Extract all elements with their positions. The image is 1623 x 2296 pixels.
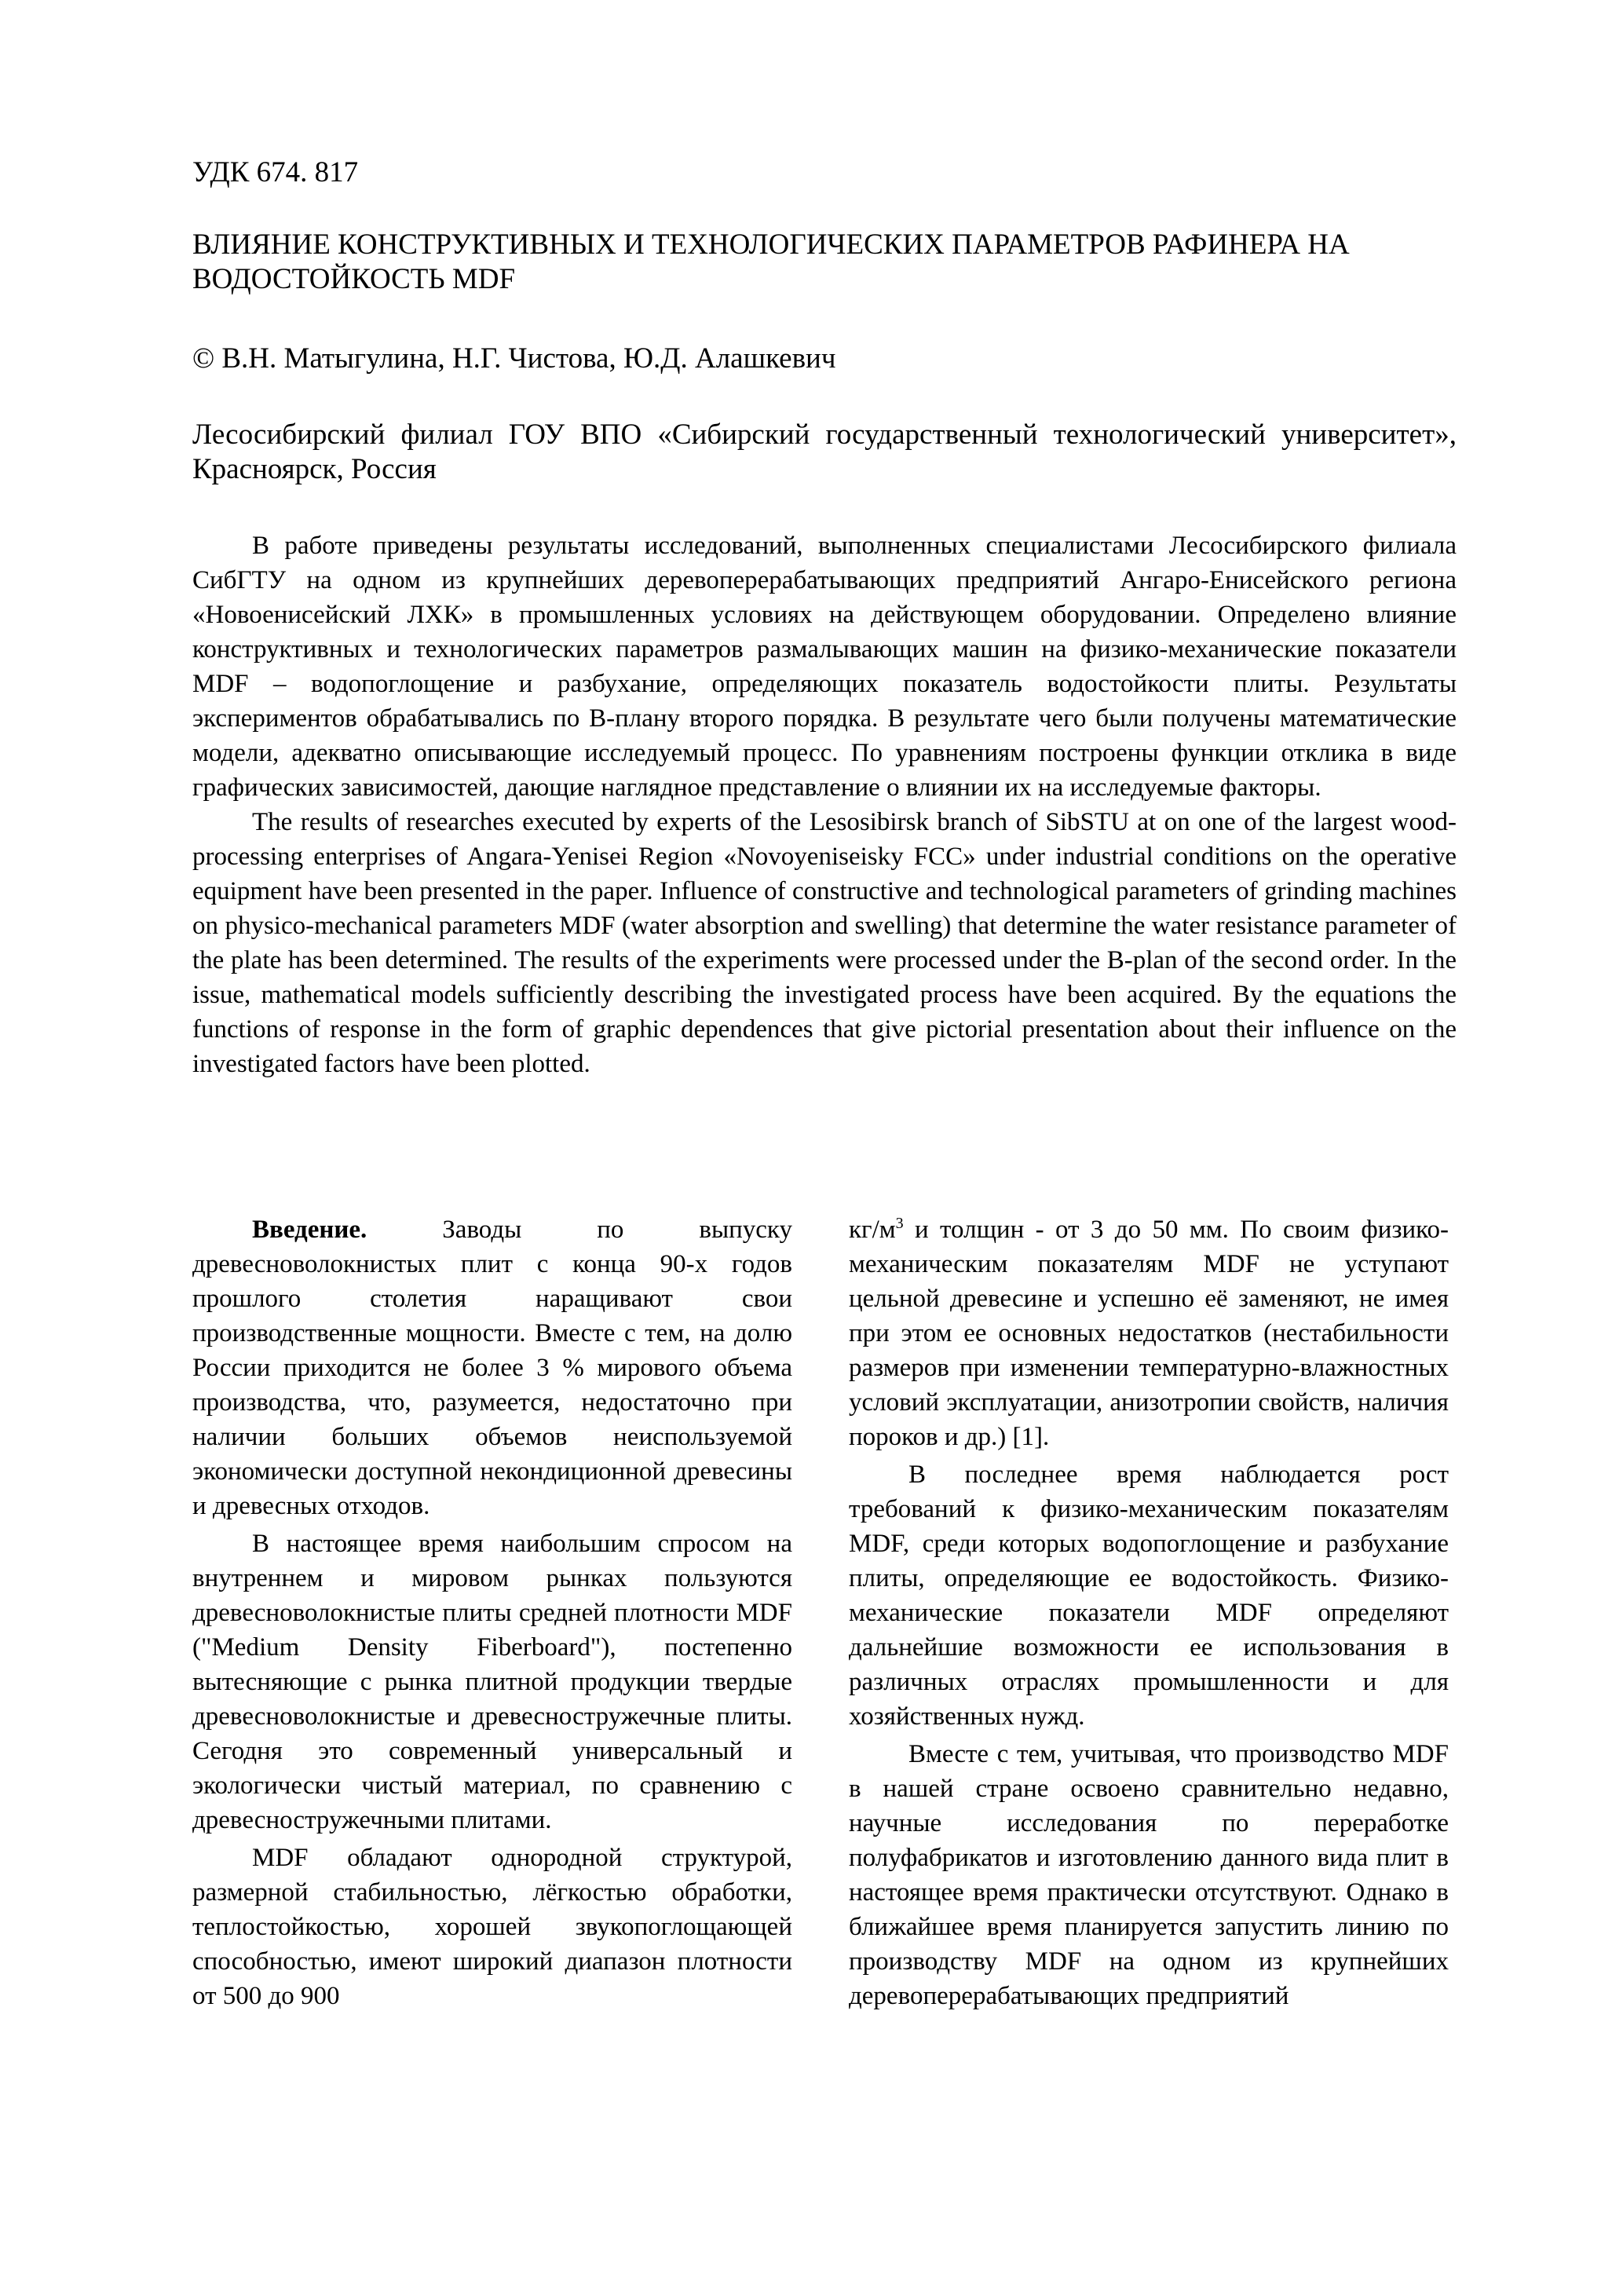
intro-paragraph (192, 1212, 792, 1523)
abstract-english: The results of researches executed by experts of the Lesosibirsk branch of SibSTU at on one of the largest wood-processing enterprises of Angara-Yenisei Region «Novoyeniseisky FCC» under industrial conditions on the operative equipment have been presented in the paper. Influence of constructive and technological parameters of grinding machines on physico-mechanical parameters MDF (water absorption and swelling) that determine the water resistance parameter of the plate has been determined. The results of the experiments were processed under the B-plan of the second order. In the issue, mathematical models sufficiently describing the investigated process have been acquired. By the equations the functions of response in the form of graphic dependences that give pictorial presentation about their influence on the investigated factors have been plotted. (192, 808, 1457, 1078)
abstract (192, 528, 1457, 1081)
body-paragraph: В последнее время наблюдается рост требований к физико-механическим показателям MDF, среди которых водопоглощение и разбухание плиты, определяющие ее водостойкость. Физико-механические показатели MDF определяют дальнейшие возможности ее использования в различных отраслях промышленности и для хозяйственных нужд. (849, 1461, 1449, 1731)
intro-heading: Введение. (252, 1216, 367, 1244)
abstract-russian: В работе приведены результаты исследований, выполненных специалистами Лесосибирского филиала СибГТУ на одном из крупнейших деревоперерабатывающих предприятий Ангаро-Енисейского региона «Новоенисейский ЛХК» в промышленных условиях на действующем оборудовании. Определено влияние конструктивных и технологических параметров размалывающих машин на физико-механические показатели MDF – водопоглощение и разбухание, определяющих показатель водостойкости плиты. Результаты экспериментов обрабатывались по В-плану второго порядка. В результате чего были получены математические модели, адекватно описывающие исследуемый процесс. По уравнениям построены функции отклика в виде графических зависимостей, дающие наглядное представление о влиянии их на исследуемые факторы. (192, 532, 1457, 802)
unit-superscript: 3 (895, 1215, 904, 1232)
body-paragraph: Вместе с тем, учитывая, что производство MDF в нашей стране освоено сравнительно недавно, научные исследования по переработке полуфабрикатов и изготовлению данного вида плит в настоящее время практически отсутствуют. Однако в ближайшее время планируется запустить линию по производству MDF на одном из крупнейших деревоперерабатывающих предприятий (849, 1740, 1449, 2010)
authors: © В.Н. Матыгулина, Н.Г. Чистова, Ю.Д. Алашкевич (192, 342, 836, 375)
affiliation: Лесосибирский филиал ГОУ ВПО «Сибирский государственный технологический университет», Красноярск, Россия (192, 419, 1457, 485)
body-text: и толщин - от 3 до 50 мм. По своим физико-механическим показателям MDF не уступают цельной древесине и успешно её заменяют, не имея при этом ее основных недостатков (нестабильности размеров при изменении температурно-влажностных условий эксплуатации, анизотропии свойств, наличия пороков и др.) [1]. (849, 1216, 1449, 1451)
paper-title: ВЛИЯНИЕ КОНСТРУКТИВНЫХ И ТЕХНОЛОГИЧЕСКИХ ПАРАМЕТРОВ РАФИНЕРА НА ВОДОСТОЙКОСТЬ MDF (192, 229, 1350, 295)
density-unit: кг/м (849, 1216, 896, 1244)
right-column (849, 1212, 1449, 2016)
body-paragraph (849, 1212, 1449, 1454)
udc-code: УДК 674. 817 (192, 156, 359, 188)
left-column (192, 1212, 792, 2016)
body-paragraph: В настоящее время наибольшим спросом на внутреннем и мировом рынках пользуются древесноволокнистые плиты средней плотности MDF ("Medium Density Fiberboard"), постепенно вытесняющие с рынка плитной продукции твердые древесноволокнистые и древесностружечные плиты. Сегодня это современный универсальный и экологически чистый материал, по сравнению с древесностружечными плитами. (192, 1530, 792, 1834)
intro-text: Заводы по выпуску древесноволокнистых плит с конца 90-х годов прошлого столетия наращивают свои производственные мощности. Вместе с тем, на долю России приходится не более 3 % мирового объема производства, что, разумеется, недостаточно при наличии больших объемов неиспользуемой экономически доступной некондиционной древесины и древесных отходов. (192, 1216, 792, 1520)
body-paragraph: MDF обладают однородной структурой, размерной стабильностью, лёгкостью обработки, теплостойкостью, хорошей звукопоглощающей способностью, имеют широкий диапазон плотности от 500 до 900 (192, 1844, 792, 2010)
